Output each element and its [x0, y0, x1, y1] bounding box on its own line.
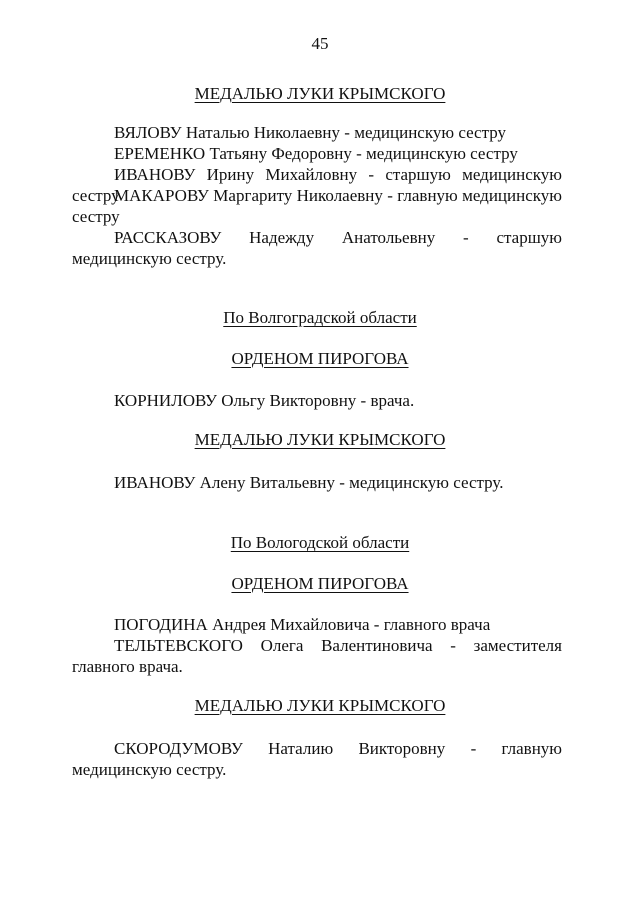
award-entry: ПОГОДИНА Андрея Михайловича - главного врача	[114, 615, 491, 634]
award-entry: ТЕЛЬТЕВСКОГО Олега Валентиновича - заместителя главного врача.	[72, 636, 562, 676]
award-entry: РАССКАЗОВУ Надежду Анатольевну - старшую медицинскую сестру.	[72, 228, 562, 268]
award-entry: ЕРЕМЕНКО Татьяну Федоровну - медицинскую сестру	[114, 144, 518, 163]
award-entry: СКОРОДУМОВУ Наталию Викторовну - главную медицинскую сестру.	[72, 739, 562, 779]
award-entry: ИВАНОВУ Алену Витальевну - медицинскую сестру.	[114, 473, 504, 492]
award-entry: ВЯЛОВУ Наталью Николаевну - медицинскую сестру	[114, 123, 507, 142]
award-entry: КОРНИЛОВУ Ольгу Викторовну - врача.	[114, 391, 415, 410]
award-heading-pirogov-order-1: ОРДЕНОМ ПИРОГОВА	[231, 349, 409, 368]
award-heading-luke-crimean-3: МЕДАЛЬЮ ЛУКИ КРЫМСКОГО	[194, 696, 446, 715]
award-entry: МАКАРОВУ Маргариту Николаевну - главную медицинскую сестру	[72, 186, 562, 226]
award-heading-luke-crimean-2: МЕДАЛЬЮ ЛУКИ КРЫМСКОГО	[194, 430, 446, 449]
award-heading-pirogov-order-2: ОРДЕНОМ ПИРОГОВА	[231, 574, 409, 593]
page-number: 45	[311, 34, 329, 53]
award-entry: ИВАНОВУ Ирину Михайловну - старшую медицинскую сестру	[72, 165, 562, 205]
region-heading-vologda: По Вологодской области	[230, 533, 410, 552]
award-heading-luke-crimean-1: МЕДАЛЬЮ ЛУКИ КРЫМСКОГО	[194, 84, 446, 103]
region-heading-volgograd: По Волгоградской области	[223, 308, 417, 327]
